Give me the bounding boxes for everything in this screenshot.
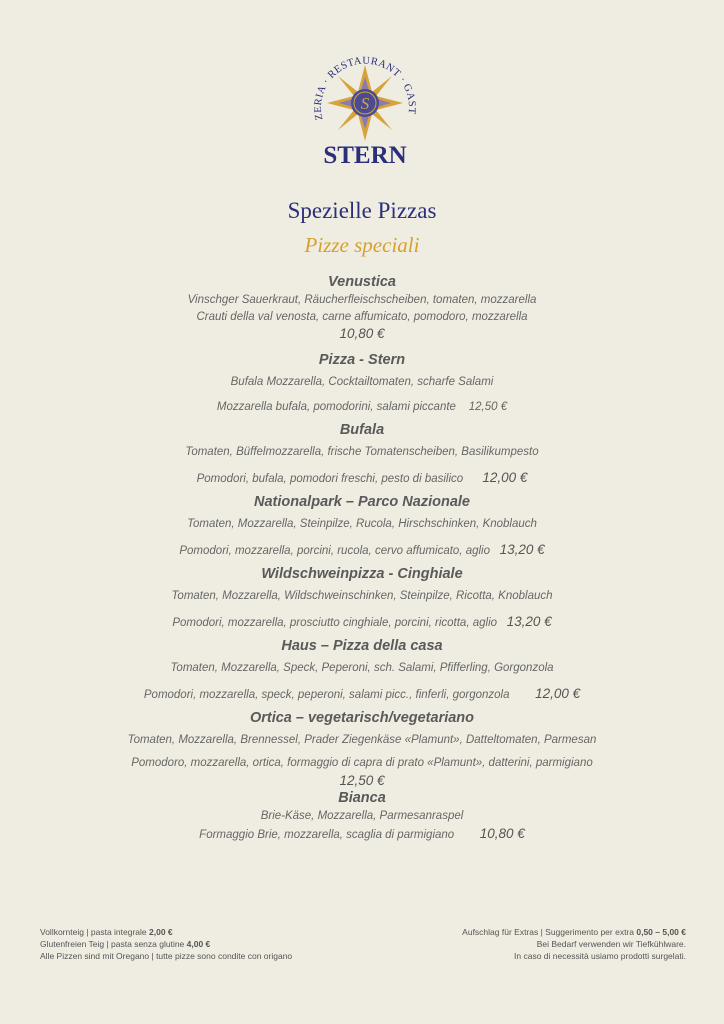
- menu-item: [0, 420, 724, 492]
- menu-item: [0, 788, 724, 844]
- pizza-name: Nationalpark – Parco Nazionale: [254, 494, 470, 510]
- pizza-name: Bianca: [338, 790, 386, 806]
- pizza-ingredients-de: Bufala Mozzarella, Cocktailtomaten, scharfe Salami: [230, 376, 494, 388]
- pizza-menu: [0, 272, 724, 844]
- pizza-price: 10,80 €: [339, 326, 385, 341]
- footer-note: Vollkornteig | pasta integrale 2,00 €: [40, 927, 173, 937]
- pizza-ingredients-it: Pomodori, mozzarella, speck, peperoni, salami picc., finferli, gorgonzola: [143, 689, 510, 701]
- pizza-ingredients-de: Vinschger Sauerkraut, Räucherfleischscheiben, tomaten, mozzarella: [187, 294, 537, 306]
- footer-note: Alle Pizzen sind mit Oregano | tutte pizze sono condite con origano: [40, 951, 293, 961]
- menu-item: [0, 492, 724, 564]
- pizza-ingredients-it: Pomodoro, mozzarella, ortica, formaggio di capra di prato «Plamunt», datterini, parmigiano: [131, 757, 593, 769]
- pizza-ingredients-it: Pomodori, mozzarella, porcini, rucola, cervo affumicato, aglio: [179, 545, 490, 557]
- pizza-price: 12,50 €: [468, 401, 508, 413]
- pizza-ingredients-it: Formaggio Brie, mozzarella, scaglia di parmigiano: [199, 829, 455, 841]
- menu-item: [0, 708, 724, 788]
- pizza-price: 10,80 €: [479, 826, 525, 841]
- pizza-name: Wildschweinpizza - Cinghiale: [261, 566, 463, 582]
- pizza-ingredients-de: Tomaten, Mozzarella, Brennessel, Prader Ziegenkäse «Plamunt», Datteltomaten, Parmesan: [127, 734, 597, 746]
- pizza-ingredients-de: Tomaten, Mozzarella, Speck, Peperoni, sch. Salami, Pfifferling, Gorgonzola: [170, 662, 554, 674]
- pizza-ingredients-it: Pomodori, mozzarella, prosciutto cinghiale, porcini, ricotta, aglio: [172, 617, 498, 629]
- pizza-price: 13,20 €: [506, 614, 552, 629]
- logo-arc-text: ZERIA · RESTAURANT · GAST: [312, 55, 418, 121]
- footer-note: Bei Bedarf verwenden wir Tiefkühlware.: [536, 939, 686, 949]
- pizza-ingredients-de: Tomaten, Mozzarella, Steinpilze, Rucola, Hirschschinken, Knoblauch: [187, 518, 537, 530]
- pizza-ingredients-de: Brie-Käse, Mozzarella, Parmesanraspel: [260, 810, 464, 822]
- pizza-ingredients-it: Pomodori, bufala, pomodori freschi, pesto di basilico: [196, 473, 464, 485]
- page-subtitle: Pizze speciali: [304, 233, 420, 257]
- pizza-price: 12,50 €: [339, 773, 385, 788]
- pizza-price: 13,20 €: [499, 542, 545, 557]
- footer-note: In caso di necessità usiamo prodotti surgelati.: [514, 951, 686, 961]
- pizza-ingredients-it: Crauti della val venosta, carne affumicato, pomodoro, mozzarella: [196, 311, 528, 323]
- footer-note: Glutenfreien Teig | pasta senza glutine 4,00 €: [40, 939, 211, 949]
- restaurant-logo: [300, 45, 430, 170]
- page-title: Spezielle Pizzas: [287, 198, 437, 223]
- pizza-price: 12,00 €: [482, 470, 528, 485]
- footer-notes-left: [40, 926, 292, 962]
- pizza-name: Haus – Pizza della casa: [281, 638, 443, 654]
- pizza-name: Pizza - Stern: [318, 352, 406, 368]
- footer-notes-right: [462, 926, 686, 962]
- pizza-name: Ortica – vegetarisch/vegetariano: [249, 710, 475, 726]
- star-compass-icon: [300, 45, 430, 170]
- pizza-ingredients-it: Mozzarella bufala, pomodorini, salami piccante: [216, 401, 456, 413]
- logo-monogram: S: [360, 94, 370, 113]
- menu-item: [0, 272, 724, 341]
- pizza-ingredients-de: Tomaten, Mozzarella, Wildschweinschinken, Steinpilze, Ricotta, Knoblauch: [171, 590, 553, 602]
- logo-name: STERN: [323, 142, 407, 169]
- pizza-name: Bufala: [339, 422, 385, 438]
- menu-item: [0, 564, 724, 636]
- pizza-name: Venustica: [328, 274, 396, 290]
- menu-item: [0, 636, 724, 708]
- pizza-price: 12,00 €: [535, 686, 581, 701]
- footer-note: Aufschlag für Extras | Suggerimento per extra 0,50 – 5,00 €: [462, 927, 686, 937]
- pizza-ingredients-de: Tomaten, Büffelmozzarella, frische Tomatenscheiben, Basilikumpesto: [185, 446, 539, 458]
- menu-item: [0, 350, 724, 420]
